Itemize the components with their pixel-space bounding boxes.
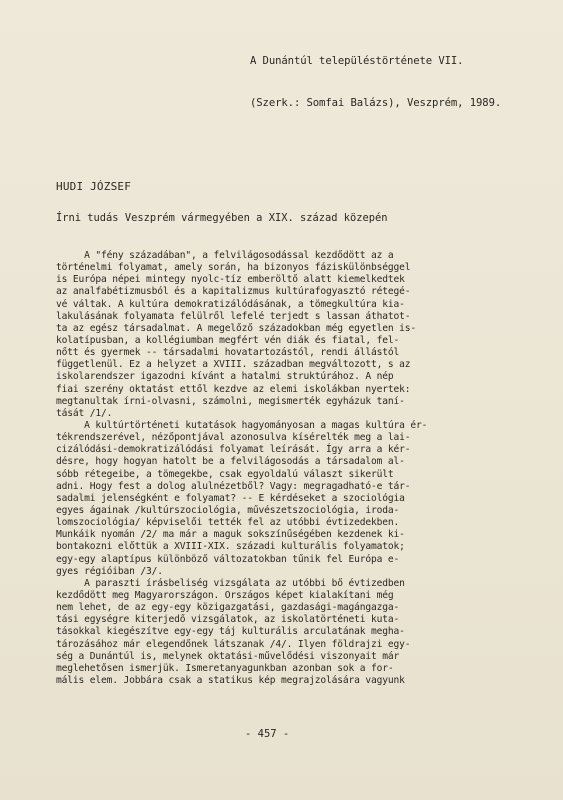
body-line: nőtt és gyermek -- társadalmi hovatartozástól, rendi állástól <box>56 347 400 359</box>
body-line: bontakozni előttük a XVIII-XIX. századi kulturális folyamatok; <box>56 541 405 553</box>
body-line: egyes ágainak /kultúrszociológia, művészetszociológia, iroda- <box>56 504 400 516</box>
source-citation <box>250 26 550 138</box>
body-line: A kultúrtörténeti kutatások hagyományosan a magas kultúra ér- <box>56 419 428 431</box>
body-line: az analfabétizmusból és a kapitalizmus kultúrafogyasztó rétegé- <box>56 286 411 298</box>
body-line: A paraszti írásbeliség vizsgálata az utóbbi bő évtizedben <box>56 577 405 589</box>
body-line: nem lehet, de az egy-egy közigazgatási, gazdasági-magángazga- <box>56 602 400 614</box>
body-line: kezdődött meg Magyarországon. Országos képet kialakítani még <box>56 589 394 601</box>
body-line: ség a Dunántúl is, melynek oktatási-művelődési viszonyait már <box>56 650 400 662</box>
source-line-2: (Szerk.: Somfai Balázs), Veszprém, 1989. <box>250 97 502 109</box>
article-author: HUDI JÓZSEF <box>56 180 132 193</box>
source-line-1: A Dunántúl településtörténete VII. <box>250 55 464 67</box>
body-line: tását /1/. <box>56 407 113 419</box>
body-line: tásokkal kiegészítve egy-egy táj kulturális arculatának megha- <box>56 626 405 638</box>
body-line: történelmi folyamat, amely során, ha bizonyos fáziskülönbséggel <box>56 262 411 274</box>
body-line: lomszociológia/ képviselői tették fel az utóbbi évtizedekben. <box>56 517 400 529</box>
body-line: tási egységre kiterjedő vizsgálatok, az iskolatörténeti kuta- <box>56 614 400 626</box>
body-line: meglehetősen ismerjük. Ismeretanyagunkban azonban sok a for- <box>56 662 394 674</box>
body-line: fiai szerény oktatást ettől kezdve az elemi iskolákban nyertek: <box>56 383 411 395</box>
body-line: megtanultak írni-olvasni, számolni, megismerték egyházuk taní- <box>56 395 405 407</box>
body-line: gyes régióiban /3/. <box>56 565 163 577</box>
body-line: iskolarendszer igazodni kívánt a hatalmi struktúrához. A nép <box>56 371 394 383</box>
body-line: Munkáik nyomán /2/ ma már a maguk sokszínűségében kezdenek ki- <box>56 529 405 541</box>
body-line: cizálódási-demokratizálódási folyamat leírását. Így arra a kér- <box>56 444 411 456</box>
body-line: kolatípusban, a kollégiumban megfért vén diák és fiatal, fel- <box>56 334 400 346</box>
body-line: A "fény századában", a felvilágosodással kezdődött az a <box>56 250 394 261</box>
body-line: egy-egy alaptípus különböző változatokban tűnik fel Európa e- <box>56 553 400 565</box>
body-line: ta az egész társadalmat. A megelőző századokban még egyetlen is- <box>56 322 417 334</box>
body-line: tározásához már elegendőnek látszanak /4/. Ilyen földrajzi egy- <box>56 638 411 650</box>
body-line: mális elem. Jobbára csak a statikus kép megrajzolására vagyunk <box>56 674 405 686</box>
body-line: lakulásának folyamata felülről lefelé terjedt s lassan áthatot- <box>56 310 411 322</box>
body-line: sóbb rétegeibe, a tömegekbe, csak egyoldalú választ sikerült <box>56 468 394 480</box>
page-number: - 457 - <box>245 728 290 740</box>
body-line: is Európa népei mintegy nyolc-tíz emberöltő alatt kiemelkedtek <box>56 274 405 286</box>
body-line: vé váltak. A kultúra demokratizálódásának, a tömegkultúra kia- <box>56 298 405 310</box>
article-body <box>56 250 526 687</box>
body-line: tékrendszerével, nézőpontjával azonosulva kísérelték meg a lai- <box>56 432 411 444</box>
body-line: sadalmi jelenségként e folyamat? -- E kérdéseket a szociológia <box>56 492 405 504</box>
body-line: adni. Hogy fest a dolog alulnézetből? Vagy: megragadható-e tár- <box>56 480 411 492</box>
body-line: függetlenül. Ez a helyzet a XVIII. században megváltozott, s az <box>56 359 411 371</box>
body-line: désre, hogy hogyan hatolt be a felvilágosodás a társadalom al- <box>56 456 405 468</box>
article-title: Írni tudás Veszprém vármegyében a XIX. század közepén <box>56 212 388 224</box>
